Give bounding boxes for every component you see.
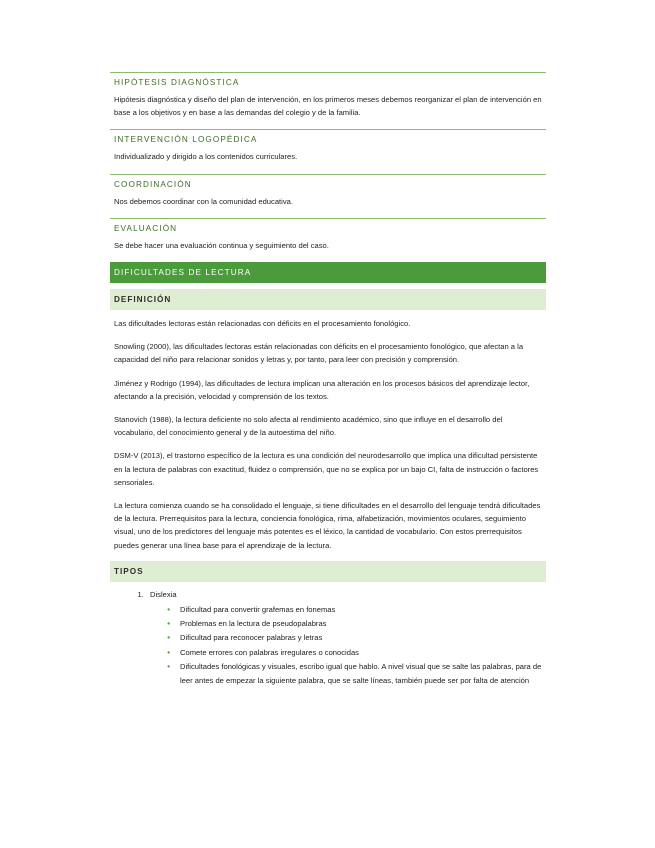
bullet-item: ● Dificultad para convertir grafemas en fonemas xyxy=(180,603,546,617)
definicion-body xyxy=(110,317,546,552)
paragraph: DSM-V (2013), el trastorno específico de la lectura es una condición del neurodesarrollo que implica una dificultad persistente en la lectura de palabras con exactitud, fluidez o comprensión, que no se explica por un bajo CI, falta de instrucción o factores sensoriales. xyxy=(114,451,539,487)
section-heading: EVALUACIÓN xyxy=(114,223,178,233)
bullet-item: ● Problemas en la lectura de pseudopalabras xyxy=(180,617,546,631)
section-heading: HIPÓTESIS DIAGNÓSTICA xyxy=(114,78,240,87)
tipos-list xyxy=(110,588,546,688)
section-heading: INTERVENCIÓN LOGOPÉDICA xyxy=(114,135,258,145)
paragraph: Jiménez y Rodrigo (1994), las dificultades de lectura implican una alteración en los procesos básicos del aprendizaje lector, afectando a la precisión, velocidad y comprensión de los textos. xyxy=(114,378,530,401)
bullet-item: ● Comete errores con palabras irregulares o conocidas xyxy=(180,646,546,660)
section-evaluacion xyxy=(110,218,546,252)
paragraph: Snowling (2000), las dificultades lectoras están relacionadas con déficits en el procesamiento fonológico, que afectan a la capacidad del niño para relacionar sonidos y letras y, por tanto, para leer con precisión y comprensión. xyxy=(114,342,524,365)
section-coordinacion xyxy=(110,174,546,208)
section-intervencion xyxy=(110,129,546,163)
section-text: Individualizado y dirigido a los contenidos curriculares. xyxy=(114,152,298,162)
section-hipotesis xyxy=(110,72,546,119)
subheading-tipos: TIPOS xyxy=(110,561,546,582)
section-text: Se debe hacer una evaluación continua y seguimiento del caso. xyxy=(114,240,329,250)
list-item-label: Dislexia xyxy=(150,589,177,599)
bullet-item: ● Dificultad para reconocer palabras y letras xyxy=(180,631,546,645)
paragraph: Las dificultades lectoras están relacionadas con déficits en el procesamiento fonológico. xyxy=(114,319,411,329)
section-heading: COORDINACIÓN xyxy=(114,179,192,189)
bullet-item: ● Dificultades fonológicas y visuales, escribo igual que hablo. A nivel visual que se salte las palabras, para de leer antes de empezar la siguiente palabra, que se salte líneas, también puede ser por falta de atención xyxy=(180,660,546,688)
paragraph: Stanovich (1988), la lectura deficiente no solo afecta al rendimiento académico, sino que influye en el desarrollo del vocabulario, del conocimiento general y de la autoestima del niño. xyxy=(114,415,503,438)
document-page xyxy=(110,70,546,688)
subheading-definicion: DEFINICIÓN xyxy=(110,289,546,310)
section-text: Hipótesis diagnóstica y diseño del plan de intervención, en los primeros meses debemos reorganizar el plan de intervención en base a los objetivos y en base a las demandas del colegio y de la familia. xyxy=(114,95,542,118)
paragraph: La lectura comienza cuando se ha consolidado el lenguaje, si tiene dificultades en el desarrollo del lenguaje tendrá dificultades de la lectura. Prerrequisitos para la lectura, conciencia fonológica, rima, alfabetización, movimientos oculares, seguimiento visual, uno de los predictores del lenguaje más potentes es el léxico, la cantidad de vocabulario. Con estos prerrequisitos puedes generar una línea base para el aprendizaje de la lectura. xyxy=(114,501,541,550)
bullet-list xyxy=(150,603,546,688)
list-item xyxy=(146,588,546,688)
section-text: Nos debemos coordinar con la comunidad educativa. xyxy=(114,196,293,206)
chapter-banner: DIFICULTADES DE LECTURA xyxy=(110,262,546,283)
